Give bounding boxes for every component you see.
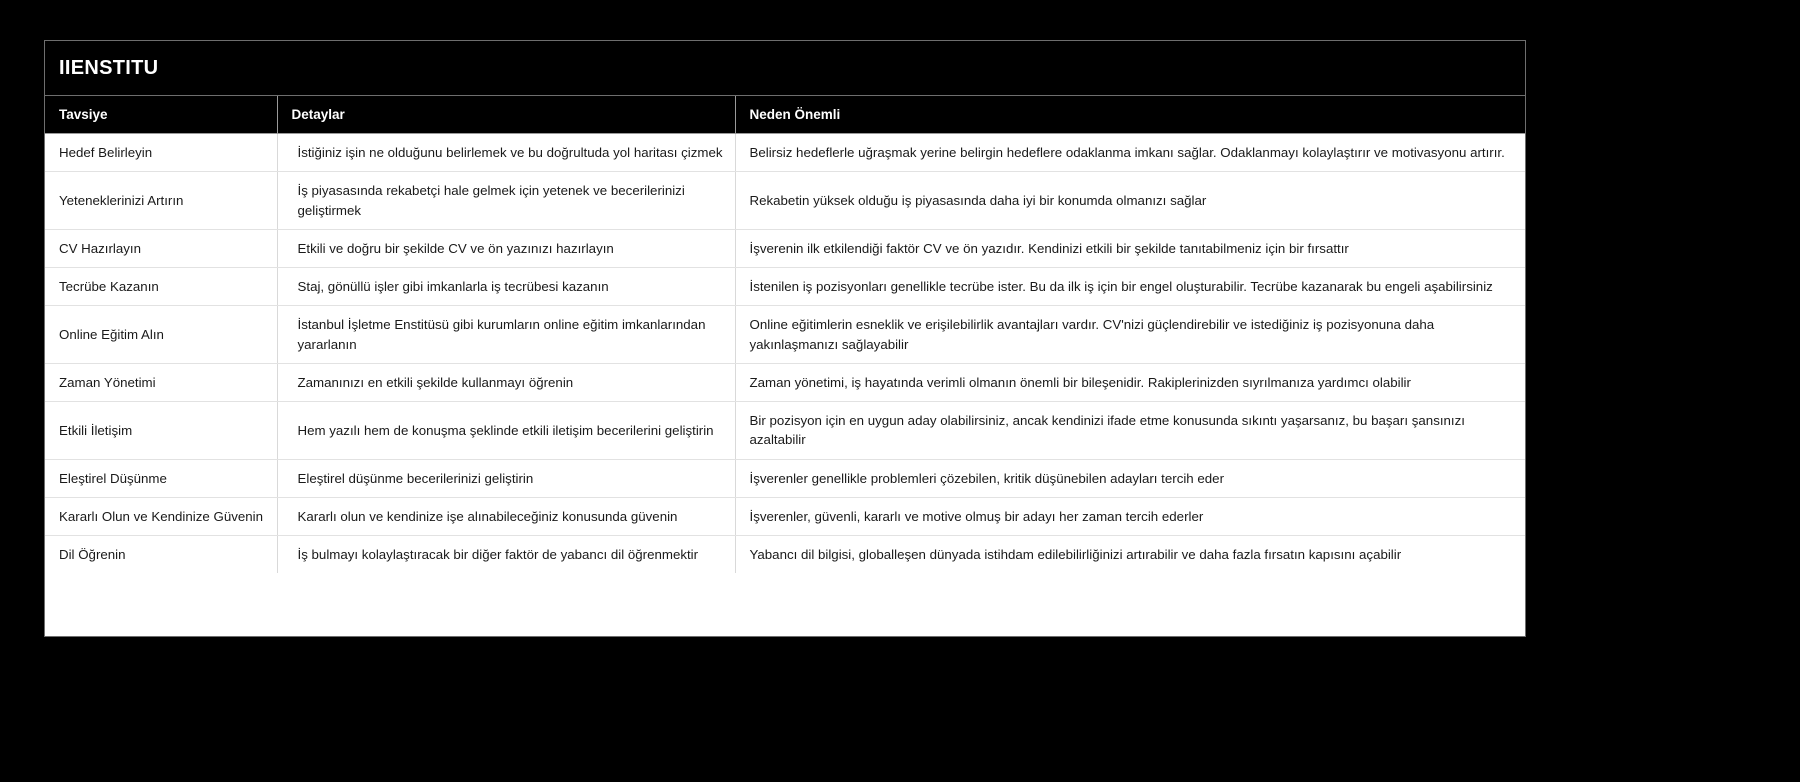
cell-why: İşverenin ilk etkilendiği faktör CV ve ön yazıdır. Kendinizi etkili bir şekilde tanıtabilmeniz için bir fırsattır	[735, 229, 1525, 267]
cell-detail: Etkili ve doğru bir şekilde CV ve ön yazınızı hazırlayın	[277, 229, 735, 267]
cell-detail: Staj, gönüllü işler gibi imkanlarla iş tecrübesi kazanın	[277, 268, 735, 306]
table-row	[45, 363, 1525, 401]
cell-tip: Tecrübe Kazanın	[45, 268, 277, 306]
cell-detail: İstiğiniz işin ne olduğunu belirlemek ve bu doğrultuda yol haritası çizmek	[277, 134, 735, 172]
cell-detail: Hem yazılı hem de konuşma şeklinde etkili iletişim becerilerini geliştirin	[277, 402, 735, 460]
table-row	[45, 172, 1525, 230]
cell-tip: CV Hazırlayın	[45, 229, 277, 267]
table-header-row	[45, 96, 1525, 134]
tips-card	[44, 40, 1526, 637]
cell-why: Belirsiz hedeflerle uğraşmak yerine belirgin hedeflere odaklanma imkanı sağlar. Odaklanmayı kolaylaştırır ve motivasyonu artırır.	[735, 134, 1525, 172]
cell-tip: Dil Öğrenin	[45, 536, 277, 574]
cell-why: İstenilen iş pozisyonları genellikle tecrübe ister. Bu da ilk iş için bir engel oluşturabilir. Tecrübe kazanarak bu engeli aşabilirsiniz	[735, 268, 1525, 306]
table-body	[45, 134, 1525, 574]
cell-tip: Hedef Belirleyin	[45, 134, 277, 172]
cell-why: Bir pozisyon için en uygun aday olabilirsiniz, ancak kendinizi ifade etme konusunda sıkıntı yaşarsanız, bu başarı şansınızı azaltabilir	[735, 402, 1525, 460]
cell-why: Online eğitimlerin esneklik ve erişilebilirlik avantajları vardır. CV'nizi güçlendirebilir ve istediğiniz iş pozisyonuna daha yakınlaşmanızı sağlayabilir	[735, 306, 1525, 364]
column-header-tavsiye: Tavsiye	[45, 96, 277, 134]
cell-detail: Zamanınızı en etkili şekilde kullanmayı öğrenin	[277, 363, 735, 401]
cell-tip: Yeteneklerinizi Artırın	[45, 172, 277, 230]
table-header	[45, 96, 1525, 134]
column-header-detaylar: Detaylar	[277, 96, 735, 134]
cell-why: Rekabetin yüksek olduğu iş piyasasında daha iyi bir konumda olmanızı sağlar	[735, 172, 1525, 230]
table-row	[45, 268, 1525, 306]
brand-title: IIENSTITU	[59, 56, 159, 79]
cell-why: İşverenler genellikle problemleri çözebilen, kritik düşünebilen adayları tercih eder	[735, 459, 1525, 497]
job-tips-table	[45, 96, 1525, 573]
table-row	[45, 306, 1525, 364]
table-row	[45, 229, 1525, 267]
cell-tip: Etkili İletişim	[45, 402, 277, 460]
brand-bar	[45, 41, 1525, 96]
column-header-neden-onemli: Neden Önemli	[735, 96, 1525, 134]
cell-detail: İş piyasasında rekabetçi hale gelmek için yetenek ve becerilerinizi geliştirmek	[277, 172, 735, 230]
cell-tip: Kararlı Olun ve Kendinize Güvenin	[45, 497, 277, 535]
cell-detail: Eleştirel düşünme becerilerinizi geliştirin	[277, 459, 735, 497]
cell-detail: İş bulmayı kolaylaştıracak bir diğer faktör de yabancı dil öğrenmektir	[277, 536, 735, 574]
table-row	[45, 497, 1525, 535]
table-row	[45, 402, 1525, 460]
table-row	[45, 134, 1525, 172]
table-row	[45, 459, 1525, 497]
cell-why: Zaman yönetimi, iş hayatında verimli olmanın önemli bir bileşenidir. Rakiplerinizden sıyrılmanıza yardımcı olabilir	[735, 363, 1525, 401]
cell-tip: Online Eğitim Alın	[45, 306, 277, 364]
cell-why: İşverenler, güvenli, kararlı ve motive olmuş bir adayı her zaman tercih ederler	[735, 497, 1525, 535]
cell-tip: Eleştirel Düşünme	[45, 459, 277, 497]
cell-why: Yabancı dil bilgisi, globalleşen dünyada istihdam edilebilirliğinizi artırabilir ve daha fazla fırsatın kapısını açabilir	[735, 536, 1525, 574]
table-row	[45, 536, 1525, 574]
cell-detail: Kararlı olun ve kendinize işe alınabileceğiniz konusunda güvenin	[277, 497, 735, 535]
cell-tip: Zaman Yönetimi	[45, 363, 277, 401]
cell-detail: İstanbul İşletme Enstitüsü gibi kurumların online eğitim imkanlarından yararlanın	[277, 306, 735, 364]
